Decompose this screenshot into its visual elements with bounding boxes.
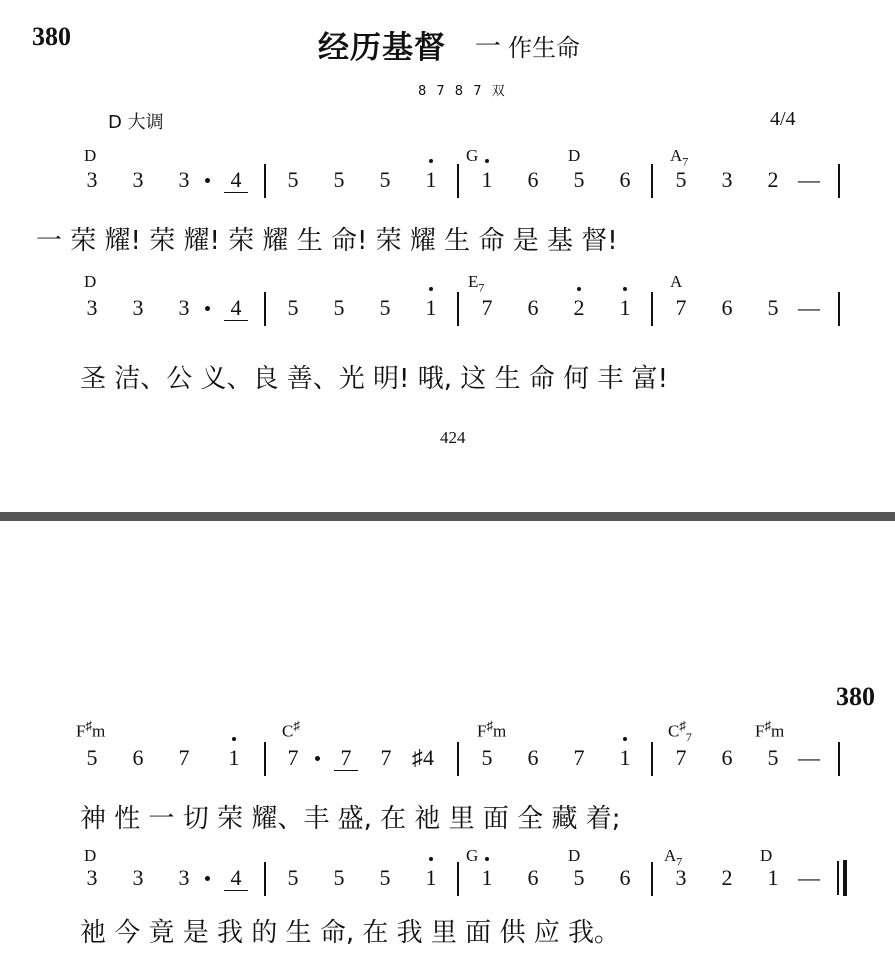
note — [419, 168, 443, 192]
page-number: 424 — [440, 428, 466, 447]
chord-root: A — [664, 846, 677, 865]
note: 5 — [287, 865, 299, 890]
bar-line — [651, 742, 653, 776]
chord — [76, 718, 105, 742]
chord-root: C — [282, 721, 294, 741]
octave-dot — [485, 857, 489, 861]
note: 7 — [573, 745, 585, 770]
note: 6 — [619, 865, 631, 890]
page-divider — [0, 512, 895, 521]
augmentation-dot — [205, 178, 210, 183]
dash-note: — — [798, 295, 820, 320]
note — [567, 296, 591, 320]
octave-dot — [429, 287, 433, 291]
lyric-line: 神 性 一 切 荣 耀、丰 盛, 在 祂 里 面 全 藏 着; — [80, 804, 621, 834]
note: 3 — [132, 167, 144, 192]
key-signature: D 大调 — [108, 112, 164, 133]
bar-line — [457, 742, 459, 776]
note: 5 — [379, 167, 391, 192]
chord — [668, 718, 692, 745]
note: 3 — [178, 865, 190, 890]
augmentation-dot — [205, 306, 210, 311]
note: 6 — [132, 745, 144, 770]
chord-seventh: 7 — [682, 154, 689, 169]
note: 6 — [527, 167, 539, 192]
note — [419, 866, 443, 890]
chord — [670, 146, 688, 169]
note: 3 — [132, 865, 144, 890]
chord-seventh: 7 — [685, 730, 692, 745]
note: 6 — [527, 295, 539, 320]
note: 5 — [333, 295, 345, 320]
octave-dot — [623, 737, 627, 741]
note-value: 1 — [481, 865, 493, 890]
note: 5 — [333, 167, 345, 192]
note — [419, 296, 443, 320]
bar-line — [264, 164, 266, 198]
note: 6 — [721, 745, 733, 770]
octave-dot — [485, 159, 489, 163]
chord: D — [84, 146, 97, 165]
chord — [282, 718, 300, 742]
note: 5 — [767, 295, 779, 320]
chord-root: F — [76, 721, 86, 741]
note: 7 — [481, 295, 493, 320]
final-bar-thin — [837, 861, 839, 895]
note — [475, 168, 499, 192]
bar-line — [264, 742, 266, 776]
chord: G — [466, 846, 479, 865]
note: 4 — [224, 866, 248, 891]
chord — [468, 272, 484, 295]
note: 3 — [178, 167, 190, 192]
note: 4 — [224, 168, 248, 193]
chord-sharp: ♯ — [486, 718, 493, 733]
meter: 8 7 8 7 双 — [418, 84, 508, 99]
note: 7 — [675, 295, 687, 320]
chord-sharp: ♯ — [293, 718, 300, 733]
dash-note: — — [798, 167, 820, 192]
chord: D — [568, 846, 581, 865]
note: 5 — [287, 295, 299, 320]
chord-minor: m — [770, 721, 785, 741]
note: 5 — [287, 167, 299, 192]
bar-line — [264, 862, 266, 896]
note: 6 — [527, 865, 539, 890]
chord: G — [466, 146, 479, 165]
chord — [477, 718, 506, 742]
octave-dot — [232, 737, 236, 741]
dash-note: — — [798, 745, 820, 770]
chord-seventh: 7 — [478, 280, 485, 295]
chord-seventh: 7 — [676, 854, 683, 869]
note-sharp: ♯4 — [412, 745, 434, 770]
chord-sharp: ♯ — [85, 718, 92, 733]
note — [613, 296, 637, 320]
hymn-title: 经历基督 — [318, 30, 446, 66]
bar-line — [651, 292, 653, 326]
chord-root: A — [670, 146, 683, 165]
note: 7 — [334, 746, 358, 771]
bar-line — [651, 164, 653, 198]
note-value: 1 — [481, 167, 493, 192]
chord: D — [84, 272, 97, 291]
lyric-line: 圣 洁、公 义、良 善、光 明! 哦, 这 生 命 何 丰 富! — [80, 364, 669, 394]
bar-line — [651, 862, 653, 896]
note: 4 — [224, 296, 248, 321]
note: 6 — [721, 295, 733, 320]
note: 3 — [86, 167, 98, 192]
hymn-number-page-2: 380 — [836, 682, 875, 711]
note: 3 — [721, 167, 733, 192]
note: 7 — [287, 745, 299, 770]
chord: D — [760, 846, 773, 865]
chord: D — [568, 146, 581, 165]
octave-dot — [429, 857, 433, 861]
bar-line — [264, 292, 266, 326]
note: 7 — [178, 745, 190, 770]
note: 3 — [178, 295, 190, 320]
augmentation-dot — [205, 876, 210, 881]
note: 5 — [573, 167, 585, 192]
bar-line — [457, 862, 459, 896]
bar-line — [457, 164, 459, 198]
note: 3 — [132, 295, 144, 320]
note: 7 — [675, 745, 687, 770]
chord-root: E — [468, 272, 479, 291]
bar-line — [838, 292, 840, 326]
note — [613, 746, 637, 770]
note-value: 1 — [228, 745, 240, 770]
chord-minor: m — [91, 721, 106, 741]
lyric-line: 祂 今 竟 是 我 的 生 命, 在 我 里 面 供 应 我。 — [80, 918, 620, 948]
note: 5 — [481, 745, 493, 770]
note-value: 2 — [573, 295, 585, 320]
chord: A — [670, 272, 683, 291]
note: 2 — [721, 865, 733, 890]
note: 6 — [527, 745, 539, 770]
chord-root: F — [755, 721, 765, 741]
augmentation-dot — [315, 756, 320, 761]
hymn-number: 380 — [32, 22, 71, 51]
note: 5 — [333, 865, 345, 890]
chord-sharp: ♯ — [764, 718, 771, 733]
bar-line — [457, 292, 459, 326]
note: 3 — [675, 865, 687, 890]
chord-minor: m — [492, 721, 507, 741]
note: 2 — [767, 167, 779, 192]
note: 5 — [767, 745, 779, 770]
note: 5 — [675, 167, 687, 192]
note: 3 — [86, 295, 98, 320]
note: 5 — [379, 865, 391, 890]
note: 5 — [379, 295, 391, 320]
chord — [755, 718, 784, 742]
note-value: 1 — [425, 167, 437, 192]
bar-line — [838, 164, 840, 198]
time-signature: 4/4 — [770, 108, 796, 130]
lyric-line: 一 荣 耀! 荣 耀! 荣 耀 生 命! 荣 耀 生 命 是 基 督! — [36, 226, 618, 256]
octave-dot — [623, 287, 627, 291]
chord-root: C — [668, 721, 680, 741]
chord-sharp: ♯ — [679, 718, 686, 733]
note: 7 — [380, 745, 392, 770]
note-value: 1 — [619, 745, 631, 770]
note: 3 — [86, 865, 98, 890]
bar-line — [838, 742, 840, 776]
note — [475, 866, 499, 890]
hymn-subtitle: 作生命 — [508, 34, 580, 62]
note-value: 1 — [425, 295, 437, 320]
octave-dot — [577, 287, 581, 291]
octave-dot — [429, 159, 433, 163]
note: 5 — [86, 745, 98, 770]
dash-note: — — [798, 865, 820, 890]
note: 5 — [573, 865, 585, 890]
title-separator: 一 — [475, 32, 502, 62]
final-bar-thick — [843, 860, 847, 896]
note-value: 1 — [425, 865, 437, 890]
chord: D — [84, 846, 97, 865]
note: 1 — [767, 865, 779, 890]
note: 6 — [619, 167, 631, 192]
note-value: 1 — [619, 295, 631, 320]
chord-root: F — [477, 721, 487, 741]
note — [222, 746, 246, 770]
